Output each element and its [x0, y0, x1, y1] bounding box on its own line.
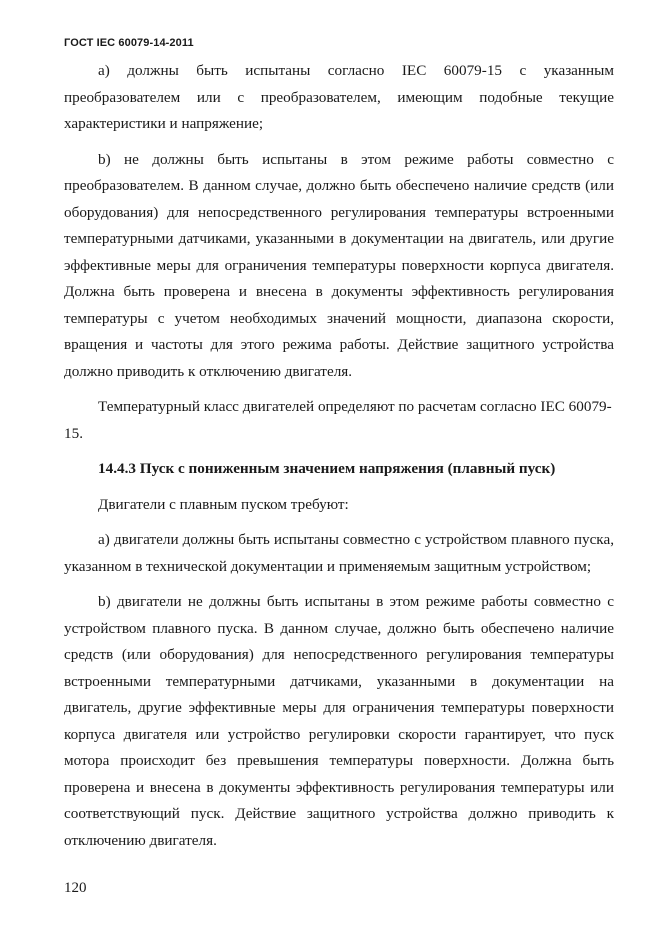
section-heading: 14.4.3 Пуск с пониженным значением напряжения (плавный пуск)	[98, 460, 556, 477]
document-header: ГОСТ IEC 60079-14-2011	[64, 37, 194, 49]
paragraph-item-b: b) не должны быть испытаны в этом режиме работы совместно с преобразователем. В данном случае, должно быть обеспечено наличие средств (или оборудования) для непосредственного регулирования температуры встроенными температурными датчиками, указанными в документации на двигатель, или другие эффективные меры для ограничения температуры поверхности корпуса двигателя. Должна быть проверена и внесена в документы эффективность регулирования температуры с учетом необходимых значений мощности, диапазона скорости, вращения и частоты для этого режима работы. Действие защитного устройства должно приводить к отключению двигателя.	[64, 150, 614, 380]
paragraph-soft-start-intro: Двигатели с плавным пуском требуют:	[98, 495, 349, 513]
paragraph-item-a: a) должны быть испытаны согласно IEC 60079-15 с указанным преобразователем или с преобразователем, имеющим подобные текущие характеристики и напряжение;	[64, 62, 614, 132]
document-body	[64, 58, 614, 863]
page-number: 120	[64, 880, 87, 896]
paragraph-temperature-class: Температурный класс двигателей определяют по расчетам согласно IEC 60079-15.	[64, 398, 612, 442]
paragraph-soft-start-b: b) двигатели не должны быть испытаны в этом режиме работы совместно с устройством плавного пуска. В данном случае, должно быть обеспечено наличие средств (или оборудования) для непосредственного регулирования температуры встроенными температурными датчиками, указанными в документации на двигатель, другие эффективные меры для ограничения температуры поверхности корпуса двигателя или устройство регулировки скорости гарантирует, что пуск мотора происходит без превышения температуры поверхности. Должна быть проверена и внесена в документы эффективность регулирования температуры или соответствующий пуск. Действие защитного устройства должно приводить к отключению двигателя.	[64, 593, 614, 849]
paragraph-soft-start-a: a) двигатели должны быть испытаны совместно с устройством плавного пуска, указанном в технической документации и применяемым защитным устройством;	[64, 531, 614, 575]
